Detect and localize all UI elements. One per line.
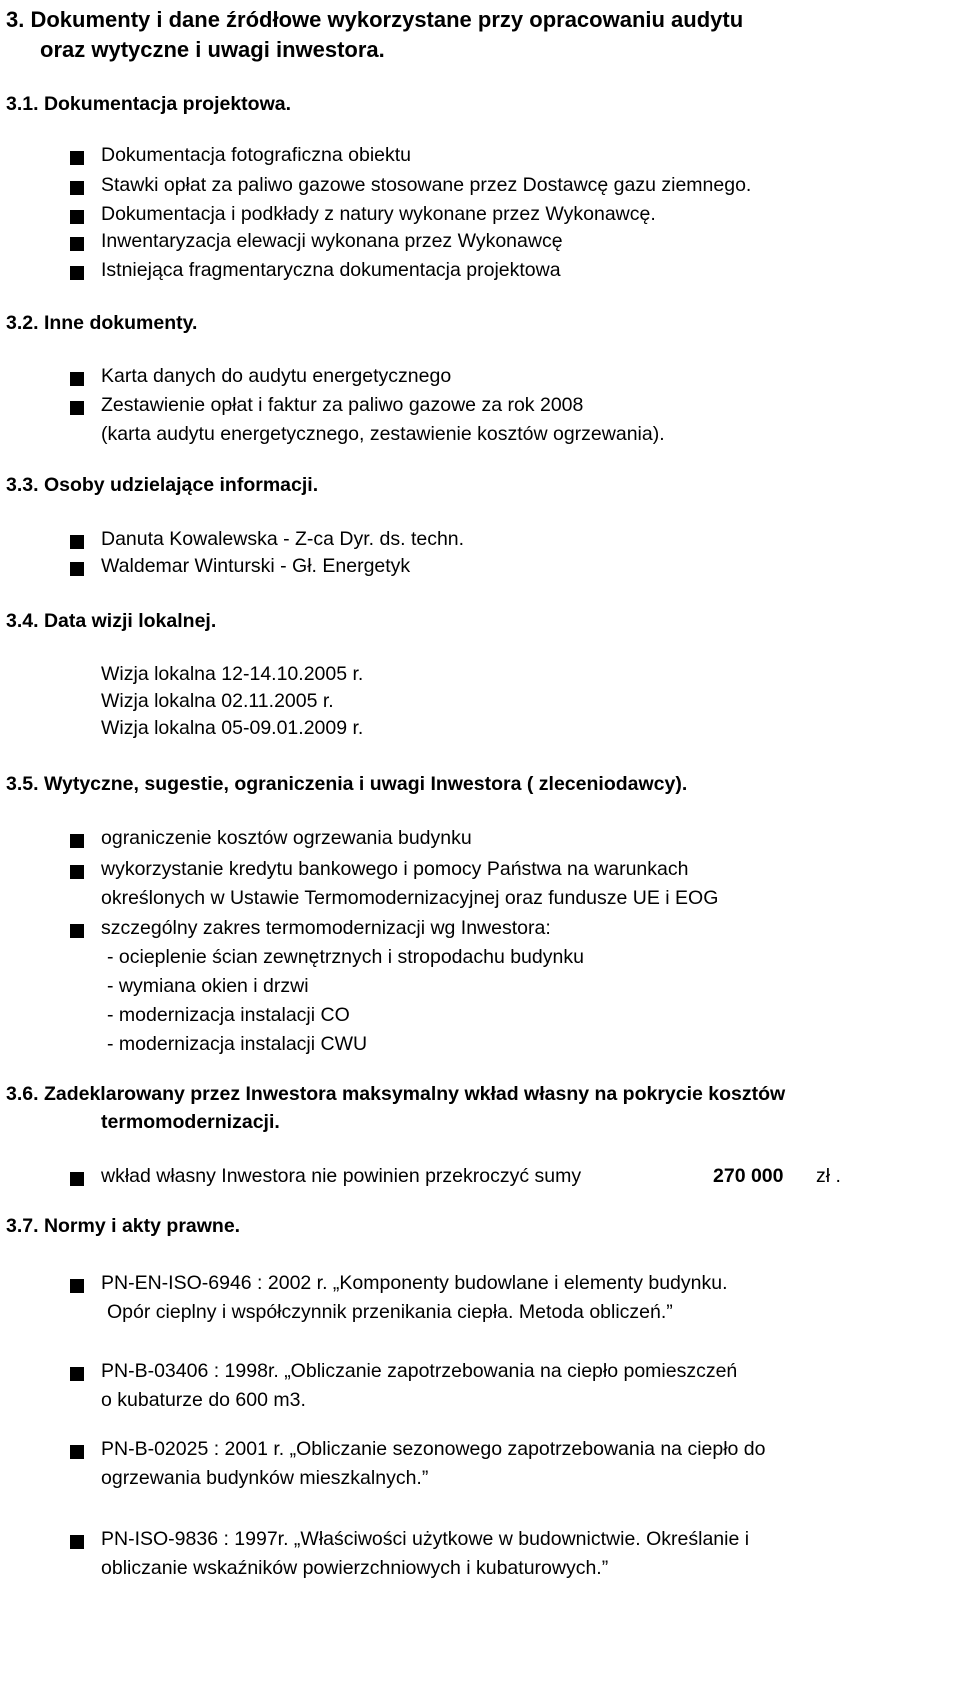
visit-line: Wizja lokalna 12-14.10.2005 r. (101, 663, 364, 685)
sub-list-item: - ocieplenie ścian zewnętrznych i stropodachu budynku (107, 946, 584, 968)
heading-3-6-line1: 3.6. Zadeklarowany przez Inwestora maksymalny wkład własny na pokrycie kosztów (6, 1083, 786, 1105)
square-bullet-icon (70, 535, 84, 549)
heading-3-6-line2: termomodernizacji. (101, 1111, 280, 1133)
norm-item-line1: PN-B-03406 : 1998r. „Obliczanie zapotrzebowania na ciepło pomieszczeń (101, 1360, 738, 1382)
square-bullet-icon (70, 865, 84, 879)
heading-3-1: 3.1. Dokumentacja projektowa. (6, 93, 292, 115)
norm-item-line1: PN-ISO-9836 : 1997r. „Właściwości użytkowe w budownictwie. Określanie i (101, 1528, 750, 1550)
norm-item-line2: ogrzewania budynków mieszkalnych.” (101, 1467, 429, 1489)
contribution-amount: 270 000 (713, 1165, 784, 1187)
list-item: Zestawienie opłat i faktur za paliwo gazowe za rok 2008 (101, 394, 584, 416)
square-bullet-icon (70, 924, 84, 938)
list-item: Dokumentacja fotograficzna obiektu (101, 144, 412, 166)
norm-item-line2: obliczanie wskaźników powierzchniowych i kubaturowych.” (101, 1557, 609, 1579)
square-bullet-icon (70, 1535, 84, 1549)
list-item: szczególny zakres termomodernizacji wg Inwestora: (101, 917, 551, 939)
list-item-continuation: określonych w Ustawie Termomodernizacyjnej oraz fundusze UE i EOG (101, 887, 719, 909)
visit-line: Wizja lokalna 02.11.2005 r. (101, 690, 334, 712)
sub-list-item: - modernizacja instalacji CO (107, 1004, 350, 1026)
list-item: Inwentaryzacja elewacji wykonana przez Wykonawcę (101, 230, 563, 252)
heading-3-2: 3.2. Inne dokumenty. (6, 312, 198, 334)
sub-list-item: - wymiana okien i drzwi (107, 975, 309, 997)
section-title-line1: 3. Dokumenty i dane źródłowe wykorzystane przy opracowaniu audytu (6, 7, 744, 32)
norm-item-line1: PN-EN-ISO-6946 : 2002 r. „Komponenty budowlane i elementy budynku. (101, 1272, 728, 1294)
visit-line: Wizja lokalna 05-09.01.2009 r. (101, 717, 364, 739)
currency-unit: zł . (816, 1165, 841, 1187)
norm-item-line2: o kubaturze do 600 m3. (101, 1389, 306, 1411)
square-bullet-icon (70, 1367, 84, 1381)
list-item: Danuta Kowalewska - Z-ca Dyr. ds. techn. (101, 528, 465, 550)
list-item: Waldemar Winturski - Gł. Energetyk (101, 555, 411, 577)
square-bullet-icon (70, 401, 84, 415)
norm-item-line1: PN-B-02025 : 2001 r. „Obliczanie sezonowego zapotrzebowania na ciepło do (101, 1438, 766, 1460)
list-item: Stawki opłat za paliwo gazowe stosowane przez Dostawcę gazu ziemnego. (101, 174, 752, 196)
heading-3-5: 3.5. Wytyczne, sugestie, ograniczenia i uwagi Inwestora ( zleceniodawcy). (6, 773, 688, 795)
list-item: Karta danych do audytu energetycznego (101, 365, 452, 387)
list-item: Dokumentacja i podkłady z natury wykonane przez Wykonawcę. (101, 203, 656, 225)
square-bullet-icon (70, 1445, 84, 1459)
square-bullet-icon (70, 372, 84, 386)
heading-3-3: 3.3. Osoby udzielające informacji. (6, 474, 319, 496)
norm-item-line2: Opór cieplny i współczynnik przenikania ciepła. Metoda obliczeń.” (107, 1301, 673, 1323)
list-item: wkład własny Inwestora nie powinien przekroczyć sumy (101, 1165, 582, 1187)
list-item: wykorzystanie kredytu bankowego i pomocy Państwa na warunkach (101, 858, 689, 880)
square-bullet-icon (70, 151, 84, 165)
square-bullet-icon (70, 562, 84, 576)
section-title-line2: oraz wytyczne i uwagi inwestora. (40, 37, 385, 62)
square-bullet-icon (70, 1279, 84, 1293)
list-item: Istniejąca fragmentaryczna dokumentacja projektowa (101, 259, 561, 281)
square-bullet-icon (70, 266, 84, 280)
heading-3-7: 3.7. Normy i akty prawne. (6, 1215, 241, 1237)
square-bullet-icon (70, 1172, 84, 1186)
square-bullet-icon (70, 237, 84, 251)
square-bullet-icon (70, 210, 84, 224)
square-bullet-icon (70, 181, 84, 195)
sub-list-item: - modernizacja instalacji CWU (107, 1033, 368, 1055)
heading-3-4: 3.4. Data wizji lokalnej. (6, 610, 217, 632)
list-item: ograniczenie kosztów ogrzewania budynku (101, 827, 472, 849)
list-item-note: (karta audytu energetycznego, zestawienie kosztów ogrzewania). (101, 423, 665, 445)
square-bullet-icon (70, 834, 84, 848)
